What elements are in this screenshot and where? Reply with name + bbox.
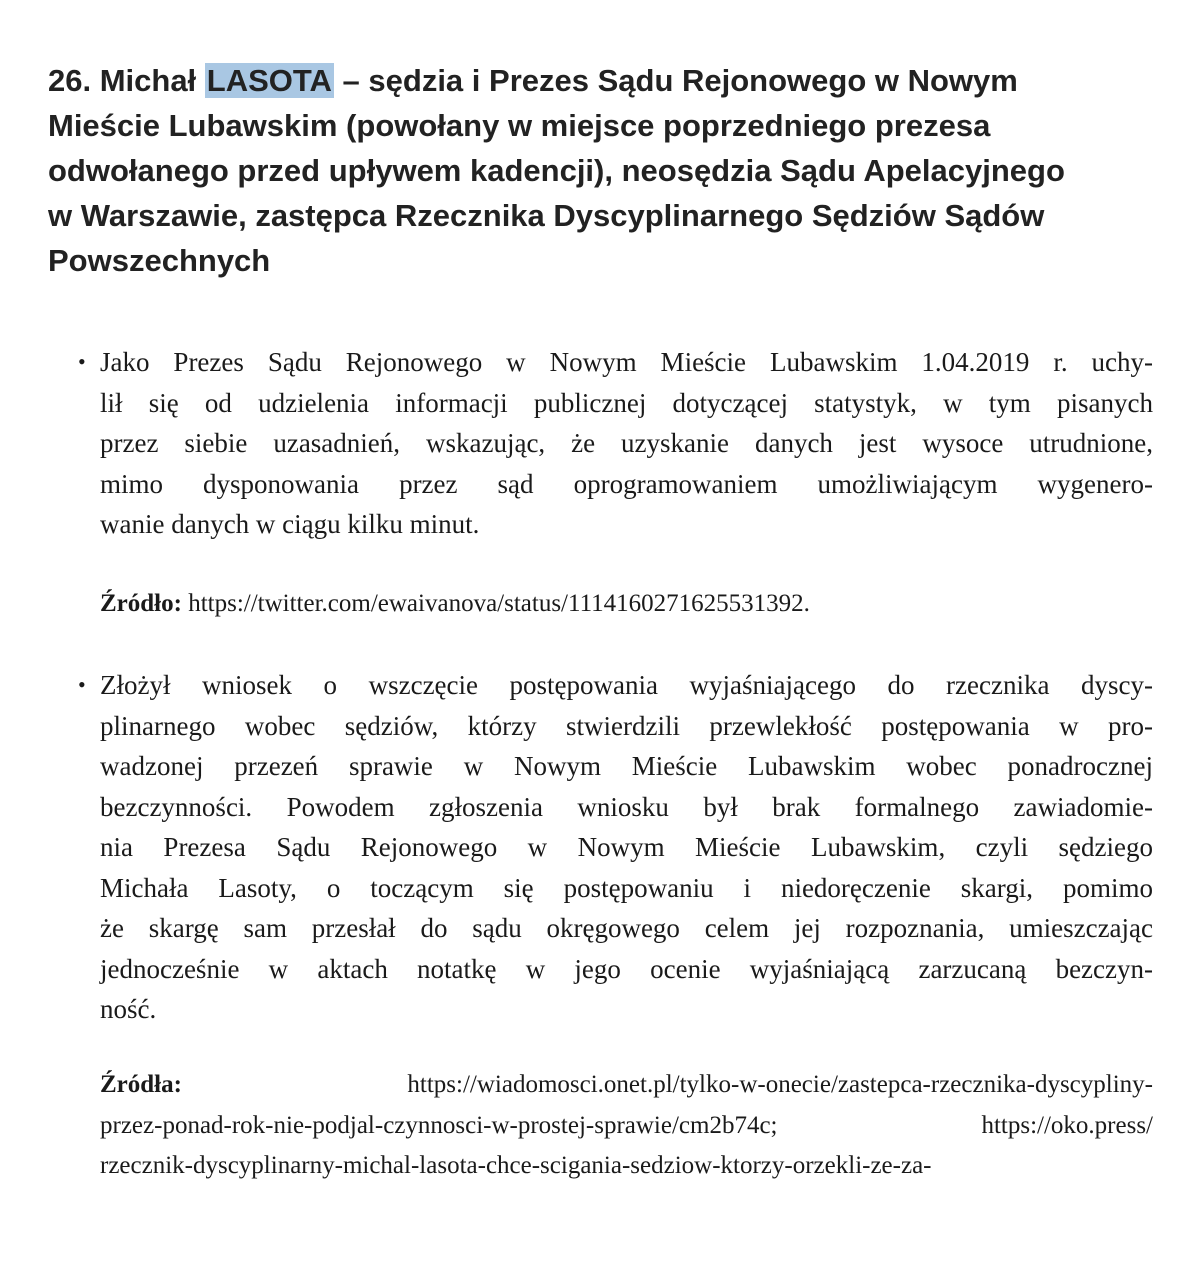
heading-rest: – sędzia i Prezes Sądu Rejonowego w Nowym xyxy=(333,63,1018,98)
paragraph-line: wadzonej przezeń sprawie w Nowym Mieście Lubawskim wobec ponadrocznej xyxy=(100,751,1153,781)
section-heading xyxy=(48,58,1168,283)
paragraph-line: nia Prezesa Sądu Rejonowego w Nowym Mieście Lubawskim, czyli sędziego xyxy=(100,832,1153,862)
paragraph-line: ność. xyxy=(100,994,157,1024)
paragraph-line: mimo dysponowania przez sąd oprogramowaniem umożliwiającym wygenero- xyxy=(100,468,1153,499)
heading-line: Mieście Lubawskim (powołany w miejsce poprzedniego prezesa xyxy=(48,108,991,143)
paragraph-line: bezczynności. Powodem zgłoszenia wniosku był brak formalnego zawiadomie- xyxy=(100,791,1153,822)
source-link[interactable]: https://twitter.com/ewaivanova/status/1114160271625531392. xyxy=(188,590,810,617)
heading-prefix: 26. Michał xyxy=(48,63,205,98)
paragraph-line: jednocześnie w aktach notatkę w jego ocenie wyjaśniającą zarzucaną bezczyn- xyxy=(100,953,1153,984)
paragraph-line: plinarnego wobec sędziów, którzy stwierdzili przewlekłość postępowania w pro- xyxy=(100,710,1153,741)
bullet-icon: • xyxy=(78,349,86,374)
source-label: Źródło: xyxy=(100,590,182,617)
source-link[interactable]: rzecznik-dyscyplinarny-michal-lasota-chce-scigania-sedziow-ktorzy-orzekli-ze-za- xyxy=(100,1152,932,1179)
heading-line: Powszechnych xyxy=(48,243,271,278)
paragraph-line: Złożył wniosek o wszczęcie postępowania wyjaśniającego do rzecznika dyscy- xyxy=(100,670,1153,700)
bullet-item-1 xyxy=(78,342,1153,545)
source-1 xyxy=(100,584,1153,625)
paragraph-line: przez siebie uzasadnień, wskazując, że uzyskanie danych jest wysoce utrudnione, xyxy=(100,428,1153,458)
source-link[interactable]: https://wiadomosci.onet.pl/tylko-w-onecie/zastepca-rzecznika-dyscypliny- xyxy=(407,1071,1153,1098)
source-label: Źródła: xyxy=(100,1071,182,1098)
heading-line xyxy=(48,58,1168,103)
highlighted-name[interactable]: LASOTA xyxy=(206,63,332,98)
paragraph-line: wanie danych w ciągu kilku minut. xyxy=(100,509,480,539)
heading-line: odwołanego przed upływem kadencji), neosędzia Sądu Apelacyjnego xyxy=(48,153,1065,188)
source-2 xyxy=(100,1065,1153,1187)
bullet-item-2 xyxy=(78,665,1153,1030)
heading-line: w Warszawie, zastępca Rzecznika Dyscyplinarnego Sędziów Sądów xyxy=(48,198,1045,233)
bullet-icon: • xyxy=(78,672,86,697)
paragraph-line: że skargę sam przesłał do sądu okręgowego celem jej rozpoznania, umieszczając xyxy=(100,913,1153,943)
paragraph-line: Michała Lasoty, o toczącym się postępowaniu i niedoręczenie skargi, pomimo xyxy=(100,872,1153,903)
paragraph-line: lił się od udzielenia informacji publicznej dotyczącej statystyk, w tym pisanych xyxy=(100,387,1153,418)
source-link[interactable]: przez-ponad-rok-nie-podjal-czynnosci-w-prostej-sprawie/cm2b74c; https://oko.press/ xyxy=(100,1111,1153,1139)
paragraph-line: Jako Prezes Sądu Rejonowego w Nowym Mieście Lubawskim 1.04.2019 r. uchy- xyxy=(100,347,1153,377)
